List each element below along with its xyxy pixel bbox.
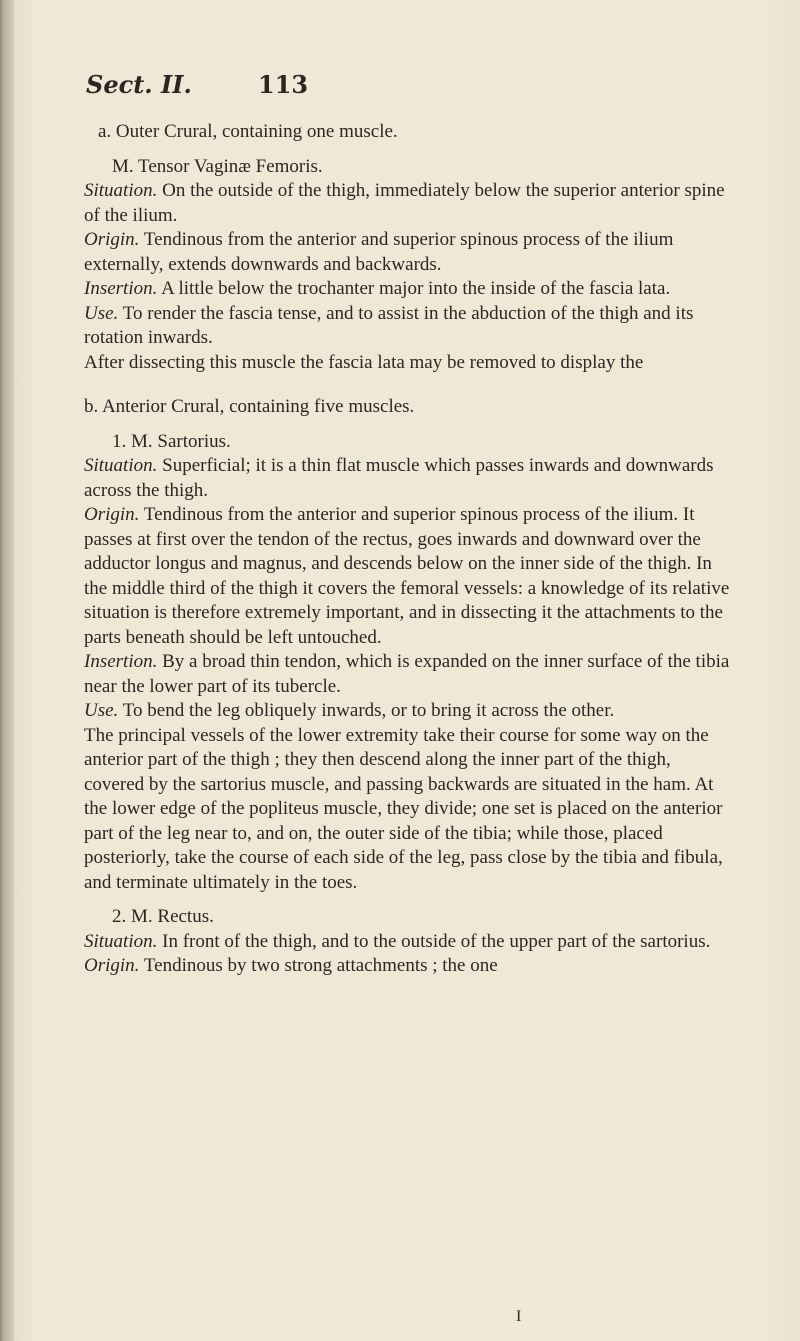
page-binding-edge [0, 0, 14, 1341]
rectus-origin: Origin. Tendinous by two strong attachments ; the one [84, 955, 498, 976]
tensor-note: After dissecting this muscle the fascia lata may be removed to display the [84, 351, 644, 373]
vessels-paragraph: The principal vessels of the lower extremity take their course for some way on the anterior part of the thigh ; they then descend along the inner part of the thigh, covered by the sartorius muscle, and passing backwards are situated in the ham. At the lower edge of the popliteus muscle, they divide; one set is placed on the anterior part of the leg near to, and on, the outer side of the tibia; while those, placed posteriorly, take the course of each side of the leg, pass close by the tibia and fibula, and terminate ultimately in the toes. [84, 724, 723, 893]
rectus-situation: Situation. In front of the thigh, and to the outside of the upper part of the sartorius. [84, 930, 711, 952]
outer-crural-heading: a. Outer Crural, containing one muscle. [98, 121, 398, 142]
tensor-insertion: Insertion. A little below the trochanter major into the inside of the fascia lata. [84, 278, 671, 299]
tensor-use: Use. To render the fascia tense, and to assist in the abduction of the thigh and its rotation inwards. [84, 302, 694, 348]
sartorius-insertion: Insertion. By a broad thin tendon, which is expanded on the inner surface of the tibia near the lower part of its tubercle. [84, 651, 730, 697]
sartorius-use: Use. To bend the leg obliquely inwards, or to bring it across the other. [84, 700, 615, 721]
anterior-crural-heading: b. Anterior Crural, containing five muscles. [84, 396, 415, 417]
tensor-title: M. Tensor Vaginæ Femoris. [112, 155, 323, 177]
section-label: Sect. II. [86, 70, 192, 99]
signature-mark: I [516, 1308, 522, 1325]
page-body [84, 120, 734, 979]
page-number: 113 [258, 70, 309, 99]
tensor-origin: Origin. Tendinous from the anterior and superior spinous process of the ilium externally, extends downwards and backwards. [84, 229, 674, 275]
sartorius-origin: Origin. Tendinous from the anterior and superior spinous process of the ilium. It passes at first over the tendon of the rectus, goes inwards and downward over the adductor longus and magnus, and descends below on the inner side of the thigh. In the middle third of the thigh it covers the femoral vessels: a knowledge of its relative situation is therefore extremely important, and in dissecting it the attachments to the parts beneath should be left untouched. [84, 504, 730, 648]
rectus-title: 2. M. Rectus. [112, 906, 214, 927]
running-header [86, 70, 726, 110]
sartorius-title: 1. M. Sartorius. [112, 430, 231, 452]
tensor-situation: Situation. On the outside of the thigh, immediately below the superior anterior spine of the ilium. [84, 180, 725, 226]
sartorius-situation: Situation. Superficial; it is a thin flat muscle which passes inwards and downwards across the thigh. [84, 455, 714, 501]
